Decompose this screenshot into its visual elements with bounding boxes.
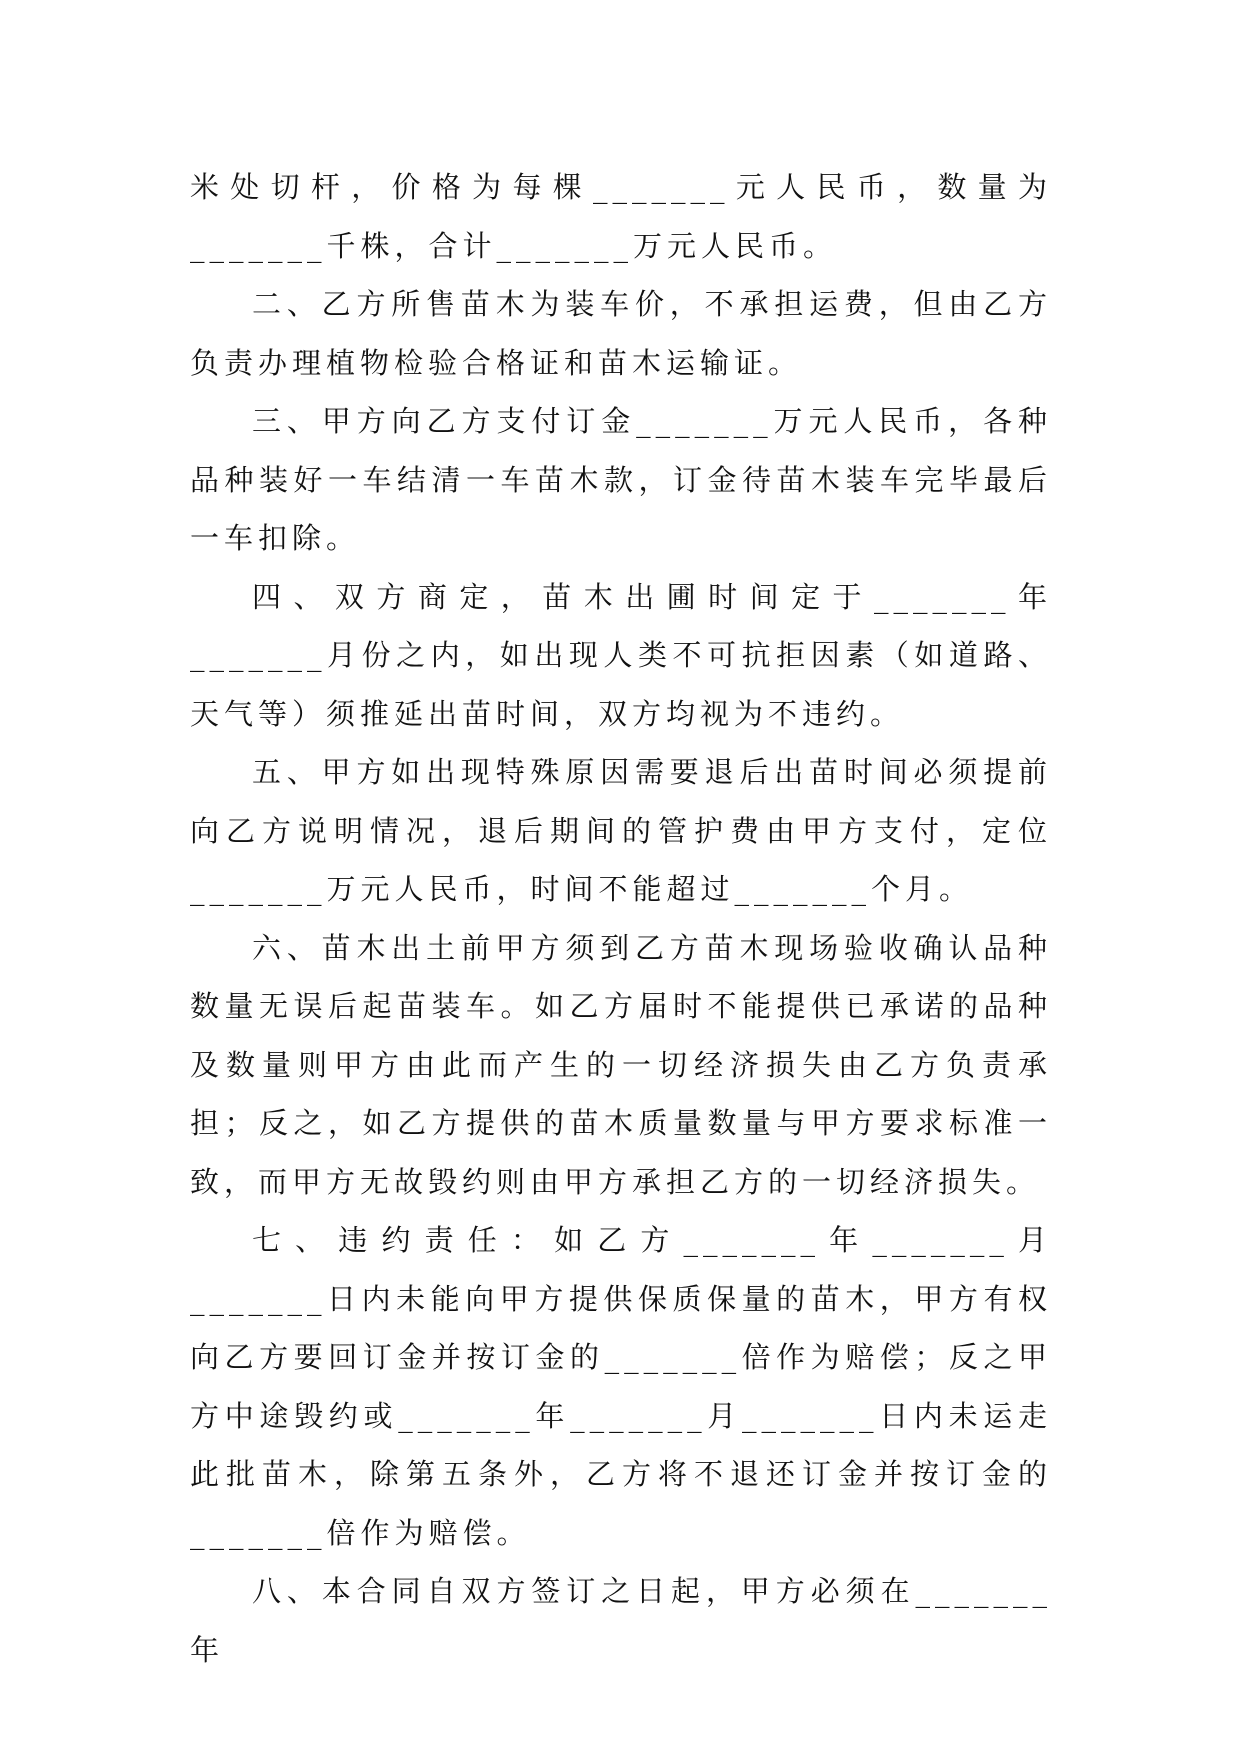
paragraph-clause-8: 八、本合同自双方签订之日起，甲方必须在_______年 (190, 1574, 1052, 1667)
paragraph-clause-7: 七、违约责任：如乙方_______年_______月_______日内未能向甲方提供保质保量的苗木，甲方有权向乙方要回订金并按订金的_______倍作为赔偿；反之甲方中途毁约或_______年_______月_______日内未运走此批苗木，除第五条外，乙方将不退还订金并按订金的_______倍作为赔偿。 (190, 1223, 1052, 1550)
paragraph-clause-5: 五、甲方如出现特殊原因需要退后出苗时间必须提前向乙方说明情况，退后期间的管护费由甲方支付，定位_______万元人民币，时间不能超过_______个月。 (190, 755, 1052, 906)
document-body (190, 158, 1052, 1679)
paragraph-clause-6: 六、苗木出土前甲方须到乙方苗木现场验收确认品种数量无误后起苗装车。如乙方届时不能提供已承诺的品种及数量则甲方由此而产生的一切经济损失由乙方负责承担；反之，如乙方提供的苗木质量数量与甲方要求标准一致，而甲方无故毁约则由甲方承担乙方的一切经济损失。 (190, 930, 1052, 1199)
paragraph-clause-2: 二、乙方所售苗木为装车价，不承担运费，但由乙方负责办理植物检验合格证和苗木运输证。 (190, 287, 1052, 380)
paragraph-continuation: 米处切杆，价格为每棵_______元人民币，数量为_______千株，合计_______万元人民币。 (190, 170, 1052, 263)
paragraph-clause-3: 三、甲方向乙方支付订金_______万元人民币，各种品种装好一车结清一车苗木款，订金待苗木装车完毕最后一车扣除。 (190, 404, 1052, 555)
paragraph-clause-4: 四、双方商定，苗木出圃时间定于_______年_______月份之内，如出现人类不可抗拒因素（如道路、天气等）须推延出苗时间，双方均视为不违约。 (190, 579, 1052, 731)
